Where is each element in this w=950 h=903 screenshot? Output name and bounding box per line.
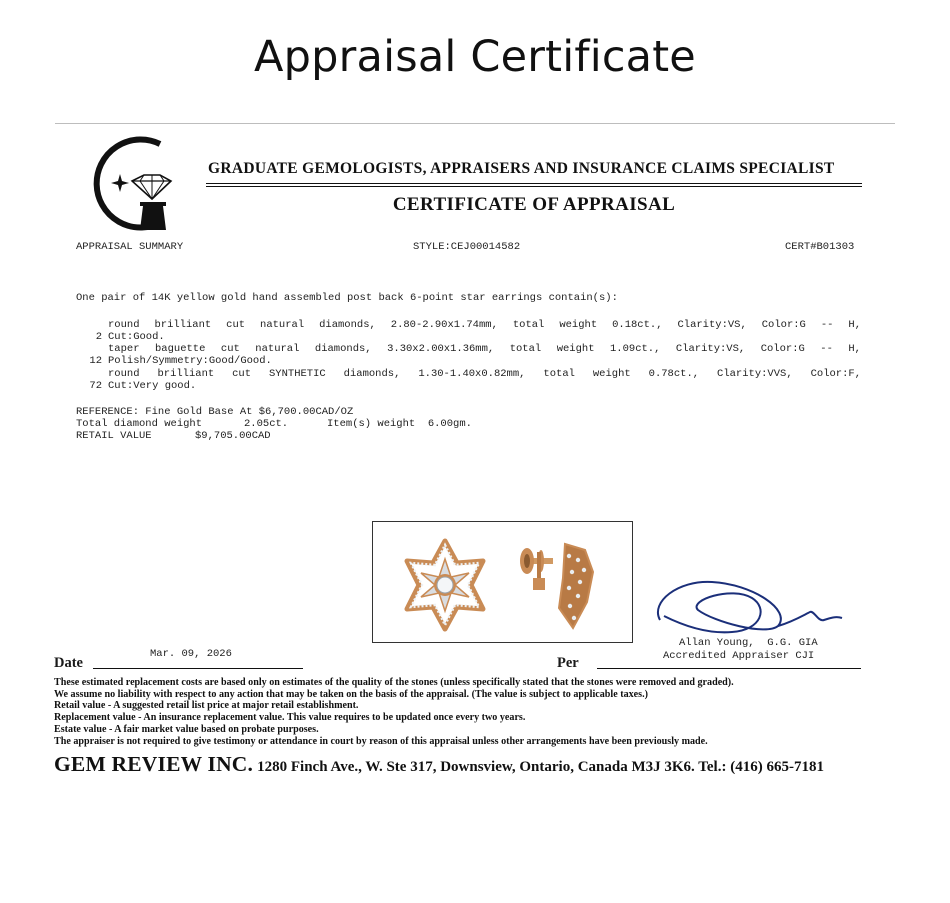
stone-quantity: 72 xyxy=(89,380,102,392)
total-diamond-weight: 2.05ct. xyxy=(244,418,289,430)
star-earring-side xyxy=(559,544,593,628)
earring-post xyxy=(520,548,553,590)
stone-details-continued: Cut:Very good. xyxy=(108,380,197,392)
stone-details-continued: Cut:Good. xyxy=(108,331,165,343)
gemologist-logo xyxy=(82,134,182,234)
date-label: Date xyxy=(54,655,83,671)
top-divider xyxy=(55,123,895,124)
company-name: GEM REVIEW INC. xyxy=(54,752,254,776)
stone-details: round brilliant cut SYNTHETIC diamonds, 1.30-1.40x0.82mm, total weight 0.78ct., Clarity:VVS, Color:F, xyxy=(108,368,861,380)
disclaimer-line: These estimated replacement costs are based only on estimates of the quality of the stones (unless specifically stated that the stones were removed and graded). xyxy=(54,677,734,688)
page-heading: Appraisal Certificate xyxy=(254,32,696,82)
stone-details: taper baguette cut natural diamonds, 3.30x2.00x1.36mm, total weight 1.09ct., Clarity:VS, Color:G -- H, xyxy=(108,343,861,355)
per-label: Per xyxy=(557,655,579,671)
retail-value: $9,705.00CAD xyxy=(195,430,271,442)
stone-quantity: 2 xyxy=(95,331,102,343)
retail-value-label: RETAIL VALUE xyxy=(76,430,152,442)
appraiser-signature xyxy=(650,572,850,642)
total-weight-label: Total diamond weight xyxy=(76,418,203,430)
date-line xyxy=(93,668,303,669)
disclaimer-line: The appraiser is not required to give testimony or attendance in court by reason of this appraisal unless other arrangements have been previously made. xyxy=(54,736,708,747)
appraiser-name: Allan Young, G.G. GIA xyxy=(679,637,818,649)
style-number: STYLE:CEJ00014582 xyxy=(413,241,521,253)
company-footer xyxy=(54,752,824,777)
certificate-title: CERTIFICATE OF APPRAISAL xyxy=(392,194,676,215)
company-address: 1280 Finch Ave., W. Ste 317, Downsview, Ontario, Canada M3J 3K6. Tel.: (416) 665-7181 xyxy=(257,759,824,775)
signature-line xyxy=(597,668,861,669)
disclaimer-line: Estate value - A fair market value based on probate purposes. xyxy=(54,724,319,735)
gold-reference: REFERENCE: Fine Gold Base At $6,700.00CAD/OZ xyxy=(76,406,354,418)
certificate-number: CERT#B01303 xyxy=(785,241,855,253)
star-earring-front xyxy=(407,541,483,629)
item-weight: Item(s) weight 6.00gm. xyxy=(327,418,472,430)
organization-rule-bottom xyxy=(206,186,862,187)
appraisal-date: Mar. 09, 2026 xyxy=(150,648,232,660)
disclaimer-line: Replacement value - An insurance replacement value. This value requires to be updated once every two years. xyxy=(54,712,526,723)
organization-name: GRADUATE GEMOLOGISTS, APPRAISERS AND INSURANCE CLAIMS SPECIALIST xyxy=(208,160,835,177)
disclaimer-line: We assume no liability with respect to any action that may be taken on the basis of the appraisal. (The value is subject to applicable taxes.) xyxy=(54,689,648,700)
item-description: One pair of 14K yellow gold hand assembled post back 6-point star earrings contain(s): xyxy=(76,292,618,304)
earrings-photo xyxy=(372,521,633,643)
summary-label: APPRAISAL SUMMARY xyxy=(76,241,184,253)
stone-details: round brilliant cut natural diamonds, 2.80-2.90x1.74mm, total weight 0.18ct., Clarity:VS, Color:G -- H, xyxy=(108,319,861,331)
appraiser-accreditation: Accredited Appraiser CJI xyxy=(663,650,815,662)
stone-details-continued: Polish/Symmetry:Good/Good. xyxy=(108,355,272,367)
organization-rule-top xyxy=(206,183,862,184)
stone-quantity: 12 xyxy=(89,355,102,367)
disclaimer-line: Retail value - A suggested retail list price at major retail establishment. xyxy=(54,700,359,711)
